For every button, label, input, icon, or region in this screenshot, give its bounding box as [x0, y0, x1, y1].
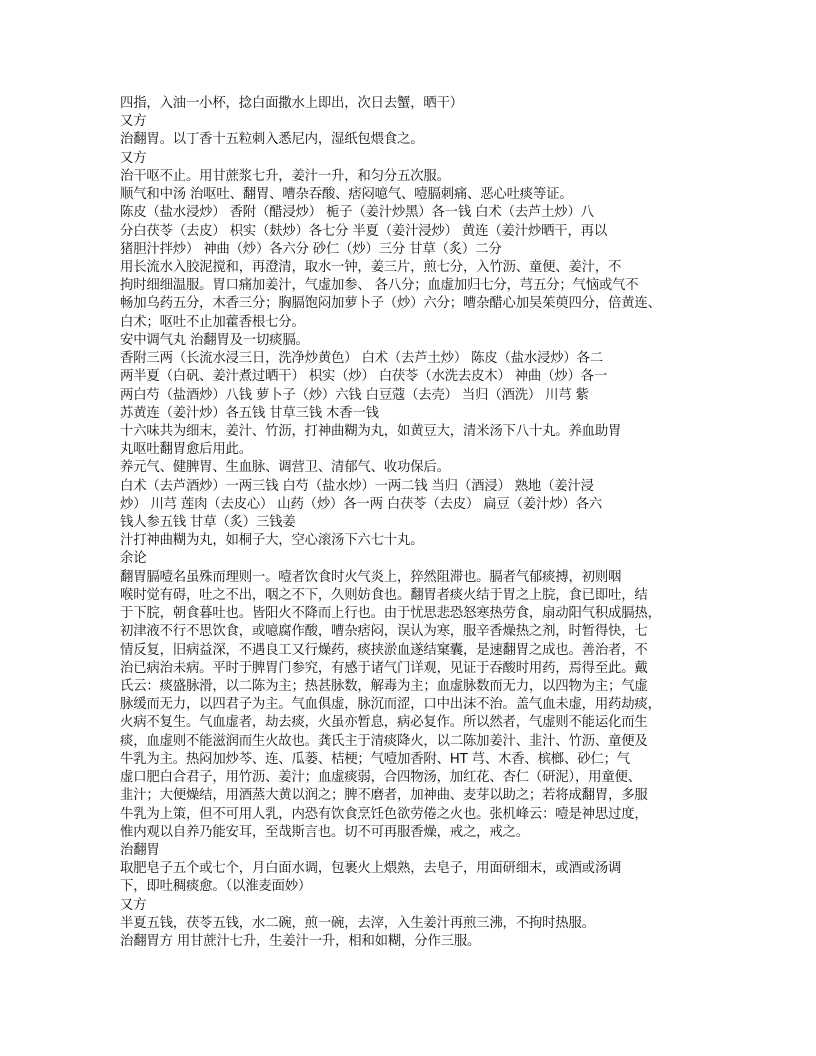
- text-line: 顺气和中汤 治呕吐、翻胃、嘈杂吞酸、痞闷噫气、噎膈刺痛、恶心吐痰等证。: [120, 187, 573, 203]
- text-line: 拘时细细温服。胃口痛加姜汁，气虚加参、 各八分；血虚加归七分，芎五分；气恼或气不: [120, 278, 639, 294]
- text-line: 火病不复生。气血虚者，劫去痰，火虽亦暂息，病必复作。所以然者，气虚则不能运化而生: [120, 715, 648, 731]
- text-line: 苏黄连（姜汁炒）各五钱 甘草三钱 木香一钱: [120, 405, 379, 421]
- text-line: 喉时觉有碍，吐之不出，咽之不下，久则妨食也。翻胃者痰火结于胃之上脘，食已即吐，结: [120, 587, 648, 603]
- text-line: 情反复，旧病益深，不遇良工又行燥药，痰挟淤血遂结窠囊，是速翻胃之成也。善治者，不: [120, 642, 648, 658]
- text-line: 虚口肥白合君子，用竹沥、姜汁；血虚痰弱，合四物汤，加红花、杏仁（研泥），用童便、: [120, 770, 641, 786]
- text-line: 畅加乌药五分，木香三分；胸膈饱闷加萝卜子（炒）六分；嘈杂醋心加吴茱萸四分，倍黄连、: [120, 296, 661, 312]
- text-line: 初津液不行不思饮食，或噫腐作酸，嘈杂痞闷，误认为寒，服辛香燥热之剂，时暂得快，七: [120, 624, 648, 640]
- text-line: 惟内观以自养乃能安耳，至哉斯言也。切不可再服香燥，戒之，戒之。: [120, 824, 529, 840]
- text-line: 又方: [120, 114, 147, 130]
- text-line: 痰，血虚则不能滋润而生火故也。龚氏主于清痰降火，以二陈加姜汁、韭汁、竹沥、童便及: [120, 733, 648, 749]
- text-line: 钱人参五钱 甘草（炙）三钱姜: [120, 515, 296, 531]
- text-line: 陈皮（盐水浸炒） 香附（醋浸炒） 栀子（姜汁炒黑）各一钱 白术（去芦土炒）八: [120, 205, 594, 221]
- text-line: 韭汁；大便燥结，用酒蒸大黄以润之；脾不磨者，加神曲、麦芽以助之；若将成翻胃，多服: [120, 788, 648, 804]
- text-line: 治已病治未病。平时于脾胃门参究，有感于诸气门详观，见证于吞酸时用药，焉得至此。戴: [120, 660, 648, 676]
- text-line: 牛乳为主。热闷加炒芩、连、瓜蒌、桔梗；气噎加香附、HT 芎、木香、槟榔、砂仁；气: [120, 751, 630, 767]
- text-line: 治翻胃: [120, 842, 160, 858]
- text-line: 氏云：痰盛脉滑，以二陈为主；热甚脉数，解毒为主；血虚脉数而无力，以四物为主；气虚: [120, 679, 648, 694]
- text-line: 治翻胃方 用甘蔗汁七升，生姜汁一升，相和如糊，分作三服。: [120, 934, 481, 950]
- text-line: 下，即吐稠痰愈。（以淮麦面妙）: [120, 879, 312, 895]
- text-line: 半夏五钱，茯苓五钱，水二碗，煎一碗，去滓，入生姜汁再煎三沸，不拘时热服。: [120, 915, 595, 931]
- text-line: 安中调气丸 治翻胃及一切痰膈。: [120, 332, 309, 348]
- text-line: 汁打神曲糊为丸，如桐子大，空心滚汤下六七十丸。: [120, 533, 424, 549]
- text-line: 余论: [120, 551, 147, 567]
- text-line: 四指，入油一小杯，捻白面撒水上即出，次日去蟹，晒干）: [120, 96, 463, 111]
- text-line: 又方: [120, 897, 147, 913]
- text-line: 用长流水入胶泥搅和，再澄清，取水一钟，姜三片，煎七分，入竹沥、童便、姜汁，不: [120, 259, 622, 275]
- text-line: 脉缓而无力，以四君子为主。气血俱虚，脉沉而涩，口中出沫不治。盖气血未虚，用药劫痰，: [120, 697, 661, 713]
- text-line: 又方: [120, 150, 147, 166]
- text-line: 白术；呕吐不止加藿香根七分。: [120, 314, 305, 330]
- text-line: 养元气、健脾胃、生血脉、调营卫、清郁气、收功保后。: [120, 460, 450, 476]
- text-line: 翻胃膈噎名虽殊而理则一。噎者饮食时火气炎上，猝然阻滞也。膈者气郁痰搏，初则咽: [120, 569, 622, 585]
- text-line: 丸呕吐翻胃愈后用此。: [120, 442, 252, 458]
- document-page: [120, 95, 720, 951]
- text-line: 取肥皂子五个或七个，月白面水调，包裹火上煨熟，去皂子，用面研细末，或酒或汤调: [120, 861, 622, 877]
- text-line: 两半夏（白矾、姜汁煮过晒干） 枳实（炒） 白茯苓（水洗去皮木） 神曲（炒）各一: [120, 369, 608, 385]
- text-line: 白术（去芦酒炒）一两三钱 白芍（盐水炒）一两二钱 当归（酒浸） 熟地（姜汁浸: [120, 478, 594, 494]
- text-line: 分白茯苓（去皮） 枳实（麸炒）各七分 半夏（姜汁浸炒） 黄连（姜汁炒晒干，再以: [120, 223, 608, 239]
- text-line: 牛乳为上策，但不可用人乳，内恐有饮食烹饪色欲劳倦之火也。张机峰云：噎是神思过度，: [120, 806, 648, 822]
- text-line: 两白芍（盐酒炒）八钱 萝卜子（炒）六钱 白豆蔻（去壳） 当归（酒洗） 川芎 紫: [120, 387, 589, 403]
- text-line: 十六味共为细末，姜汁、竹沥，打神曲糊为丸，如黄豆大，清米汤下八十丸。养血助胃: [120, 423, 622, 439]
- text-line: 治干呕不止。用甘蔗浆七升，姜汁一升，和匀分五次服。: [120, 168, 450, 184]
- text-line: 香附三两（长流水浸三日，洗净炒黄色） 白术（去芦土炒） 陈皮（盐水浸炒）各二: [120, 351, 603, 367]
- text-line: 猪胆汁拌炒） 神曲（炒）各六分 砂仁（炒）三分 甘草（炙）二分: [120, 241, 502, 257]
- text-line: 治翻胃。以丁香十五粒刺入悉尼内，湿纸包煨食之。: [120, 132, 424, 148]
- text-line: 于下脘，朝食暮吐也。皆阳火不降而上行也。由于忧思悲恐怒寒热劳食，扇动阳气积成膈热，: [120, 606, 661, 622]
- text-line: 炒） 川芎 莲肉（去皮心） 山药（炒）各一两 白茯苓（去皮） 扁豆（姜汁炒）各六: [120, 496, 602, 512]
